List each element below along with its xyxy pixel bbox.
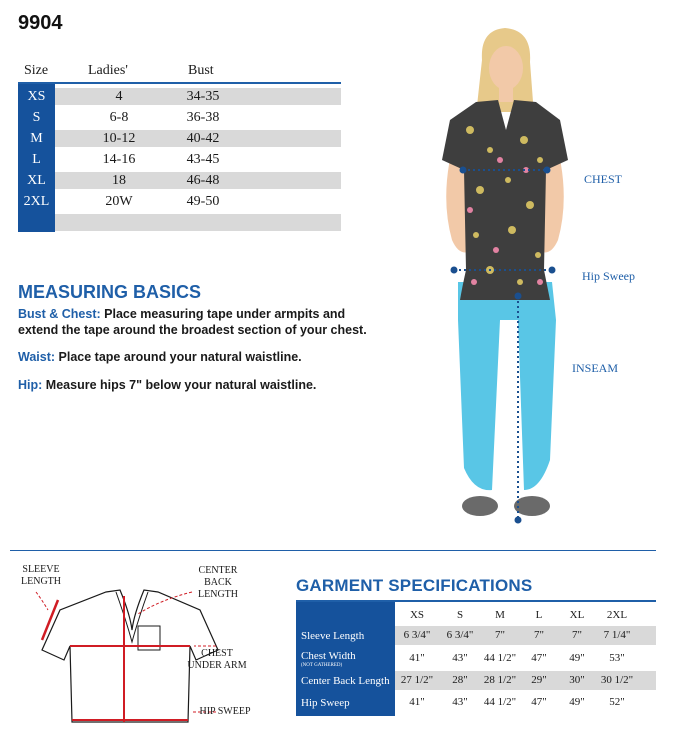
spec-value: 44 1/2"	[483, 652, 517, 664]
spec-size-header: XL	[569, 609, 585, 621]
ladies-cell: 18	[112, 173, 126, 188]
model-right-shoe	[514, 496, 550, 516]
spec-size-header: 2XL	[606, 609, 628, 621]
hip-sweep-label: Hip Sweep	[582, 269, 635, 283]
size-row	[18, 107, 341, 128]
waist-label: Waist:	[18, 350, 56, 364]
size-cell: L	[32, 152, 41, 167]
ladies-cell: 14-16	[102, 152, 136, 167]
model-pants	[458, 282, 556, 490]
model-face	[489, 46, 523, 90]
spec-value: 28"	[452, 674, 468, 686]
size-chart	[18, 60, 341, 232]
size-cell: XL	[27, 173, 46, 188]
model-photo	[400, 20, 610, 530]
spec-value: 7 1/4"	[603, 629, 631, 641]
spec-row-label: Sleeve Length	[301, 630, 365, 642]
bust-cell: 34-35	[186, 89, 220, 104]
spec-row-label: Hip Sweep	[301, 697, 350, 709]
size-row-empty	[18, 212, 341, 233]
bust-cell: 46-48	[186, 173, 220, 188]
hip-text: Measure hips 7" below your natural waistline.	[45, 378, 317, 392]
size-row	[18, 128, 341, 149]
size-cell: M	[30, 131, 43, 146]
size-row	[18, 86, 341, 107]
style-number: 9904	[18, 12, 63, 34]
garment-specs-title: GARMENT SPECIFICATIONS	[296, 576, 533, 595]
spec-row	[296, 692, 656, 713]
spec-value: 49"	[569, 652, 585, 664]
spec-row	[296, 670, 656, 691]
waist-text: Place tape around your natural waistline.	[58, 350, 302, 364]
spec-value: 43"	[452, 696, 468, 708]
hip-label: Hip:	[18, 378, 43, 392]
center-back-length-label	[188, 565, 248, 601]
bust-header: Bust	[188, 63, 214, 78]
spec-size-header: S	[456, 609, 464, 621]
size-cell: S	[32, 110, 41, 125]
spec-value: 52"	[609, 696, 625, 708]
bust-cell: 36-38	[186, 110, 220, 125]
spec-value: 47"	[531, 652, 547, 664]
size-row	[18, 149, 341, 170]
ladies-cell: 20W	[105, 194, 133, 209]
chest-label-line2: UNDER ARM	[187, 660, 247, 671]
bust-cell: 40-42	[186, 131, 220, 146]
size-cell: XS	[27, 89, 46, 104]
spec-row	[296, 648, 656, 669]
hip-sweep-diagram-label: HIP SWEEP	[199, 706, 251, 717]
spec-value: 30 1/2"	[600, 674, 634, 686]
spec-row-label: Center Back Length	[301, 675, 390, 687]
measuring-basics-title: MEASURING BASICS	[18, 282, 202, 302]
spec-value: 30"	[569, 674, 585, 686]
spec-size-header: M	[495, 609, 505, 621]
bust-text-2: extend the tape around the broadest section of your chest.	[18, 323, 367, 337]
sleeve-label-line2: LENGTH	[21, 576, 61, 587]
spec-size-header: L	[535, 609, 543, 621]
ladies-cell: 6-8	[109, 110, 129, 125]
spec-value: 6 3/4"	[403, 629, 431, 641]
hip-instruction	[18, 377, 316, 393]
inseam-label: INSEAM	[572, 361, 619, 375]
spec-value: 53"	[609, 652, 625, 664]
spec-value: 7"	[534, 629, 544, 641]
spec-row-sublabel: (NOT GATHERED)	[301, 663, 343, 668]
center-label-line2: BACK	[204, 577, 232, 588]
bust-label: Bust & Chest:	[18, 307, 101, 321]
chest-label-line1: CHEST	[201, 648, 233, 659]
size-row	[18, 191, 341, 212]
ladies-cell: 10-12	[102, 131, 136, 146]
garment-specs-table	[296, 600, 656, 716]
model-neck	[499, 86, 513, 102]
spec-row-label: Chest Width	[301, 650, 356, 662]
size-header: Size	[24, 63, 49, 78]
model-left-shoe	[462, 496, 498, 516]
ladies-header: Ladies'	[88, 63, 128, 78]
chest-under-arm-label	[184, 648, 250, 672]
section-divider	[10, 550, 656, 551]
spec-value: 47"	[531, 696, 547, 708]
spec-value: 41"	[409, 652, 425, 664]
bust-cell: 49-50	[186, 194, 220, 209]
spec-value: 44 1/2"	[483, 696, 517, 708]
bust-text-1: Place measuring tape under armpits and	[104, 307, 346, 321]
spec-value: 49"	[569, 696, 585, 708]
center-label-line3: LENGTH	[198, 589, 238, 600]
bust-cell: 43-45	[186, 152, 220, 167]
chest-label: CHEST	[584, 172, 623, 186]
bust-instruction	[18, 306, 378, 338]
spec-value: 41"	[409, 696, 425, 708]
size-row	[18, 170, 341, 191]
size-chart-header	[18, 60, 341, 84]
spec-value: 28 1/2"	[483, 674, 517, 686]
center-label-line1: CENTER	[198, 565, 238, 576]
sleeve-length-label	[16, 564, 66, 588]
spec-value: 6 3/4"	[446, 629, 474, 641]
spec-size-header: XS	[409, 609, 425, 621]
spec-row	[296, 625, 656, 646]
spec-value: 27 1/2"	[400, 674, 434, 686]
spec-value: 7"	[495, 629, 505, 641]
waist-instruction	[18, 349, 302, 365]
spec-value: 29"	[531, 674, 547, 686]
ladies-cell: 4	[115, 89, 123, 104]
spec-value: 7"	[572, 629, 582, 641]
sleeve-label-line1: SLEEVE	[22, 564, 60, 575]
size-cell: 2XL	[23, 194, 50, 209]
spec-value: 43"	[452, 652, 468, 664]
